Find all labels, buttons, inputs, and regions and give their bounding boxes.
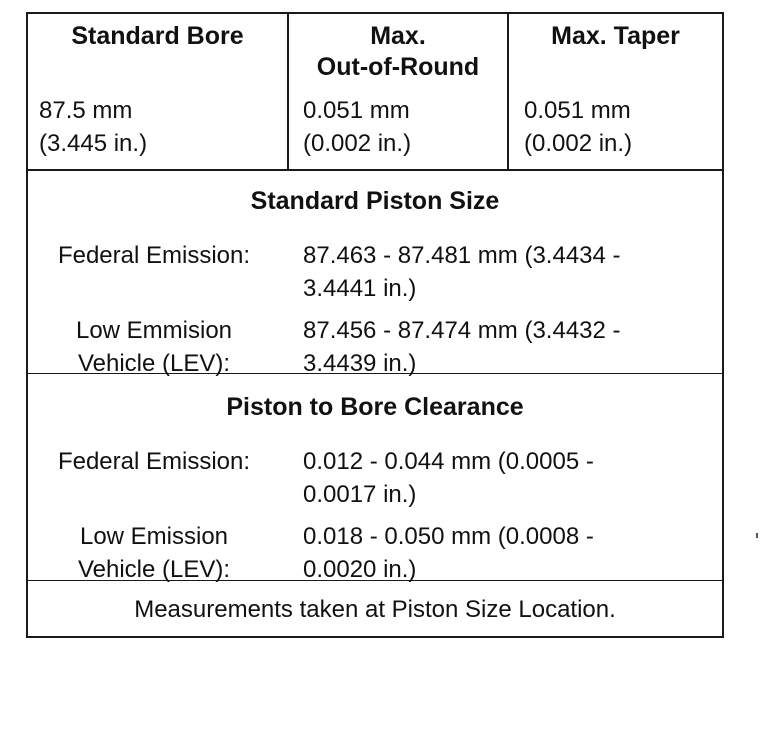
clearance-lev-value: [303, 520, 715, 586]
bore-specs-row: [28, 14, 722, 171]
max-taper-column: [509, 14, 722, 169]
standard-piston-size-section: [28, 171, 722, 377]
value-line: 0.012 - 0.044 mm (0.0005 -: [303, 448, 594, 475]
value-line: 87.463 - 87.481 mm (3.4434 -: [303, 242, 621, 269]
piston-federal-emission-value: [303, 239, 715, 305]
max-taper-in: (0.002 in.): [524, 130, 633, 157]
footnote-text: Measurements taken at Piston Size Location.: [134, 596, 616, 623]
label-line: Low Emmision: [75, 317, 233, 344]
specification-table: [26, 12, 724, 638]
max-out-of-round-header: [289, 21, 507, 83]
value-line: 0.0020 in.): [303, 556, 417, 583]
standard-bore-value: [39, 94, 147, 160]
piston-to-bore-clearance-section: [28, 375, 722, 581]
clearance-federal-emission-label: [36, 445, 272, 478]
label-line: Vehicle (LEV):: [77, 556, 231, 583]
value-line: 0.0017 in.): [303, 481, 417, 508]
label-line: Vehicle (LEV):: [77, 350, 231, 377]
standard-piston-size-title: Standard Piston Size: [250, 187, 500, 215]
scan-speck: [756, 533, 758, 538]
footnote-row: [28, 582, 722, 636]
piston-lev-value: [303, 314, 715, 380]
label-line: Federal Emission:: [57, 242, 251, 269]
max-out-of-round-mm: 0.051 mm: [303, 97, 410, 124]
standard-bore-header: [28, 21, 287, 52]
max-taper-value: [524, 94, 632, 160]
standard-bore-header-text: Standard Bore: [71, 22, 244, 50]
value-line: 3.4439 in.): [303, 350, 417, 377]
standard-bore-mm: 87.5 mm: [39, 97, 133, 124]
max-out-of-round-column: [289, 14, 509, 169]
standard-bore-in: (3.445 in.): [39, 130, 148, 157]
piston-to-bore-clearance-title: Piston to Bore Clearance: [226, 393, 524, 421]
value-line: 3.4441 in.): [303, 275, 417, 302]
clearance-federal-emission-value: [303, 445, 715, 511]
max-out-of-round-value: [303, 94, 411, 160]
clearance-lev-label: [36, 520, 272, 586]
max-out-of-round-header-line2: Out-of-Round: [316, 53, 480, 81]
label-line: Low Emission: [79, 523, 229, 550]
max-out-of-round-in: (0.002 in.): [303, 130, 412, 157]
piston-lev-label: [36, 314, 272, 380]
standard-bore-column: [28, 14, 289, 169]
value-line: 87.456 - 87.474 mm (3.4432 -: [303, 317, 621, 344]
max-taper-mm: 0.051 mm: [524, 97, 631, 124]
max-taper-header-text: Max. Taper: [551, 22, 680, 50]
max-out-of-round-header-line1: Max.: [370, 22, 426, 50]
piston-federal-emission-label: [36, 239, 272, 272]
value-line: 0.018 - 0.050 mm (0.0008 -: [303, 523, 594, 550]
max-taper-header: [509, 21, 722, 52]
label-line: Federal Emission:: [57, 448, 251, 475]
